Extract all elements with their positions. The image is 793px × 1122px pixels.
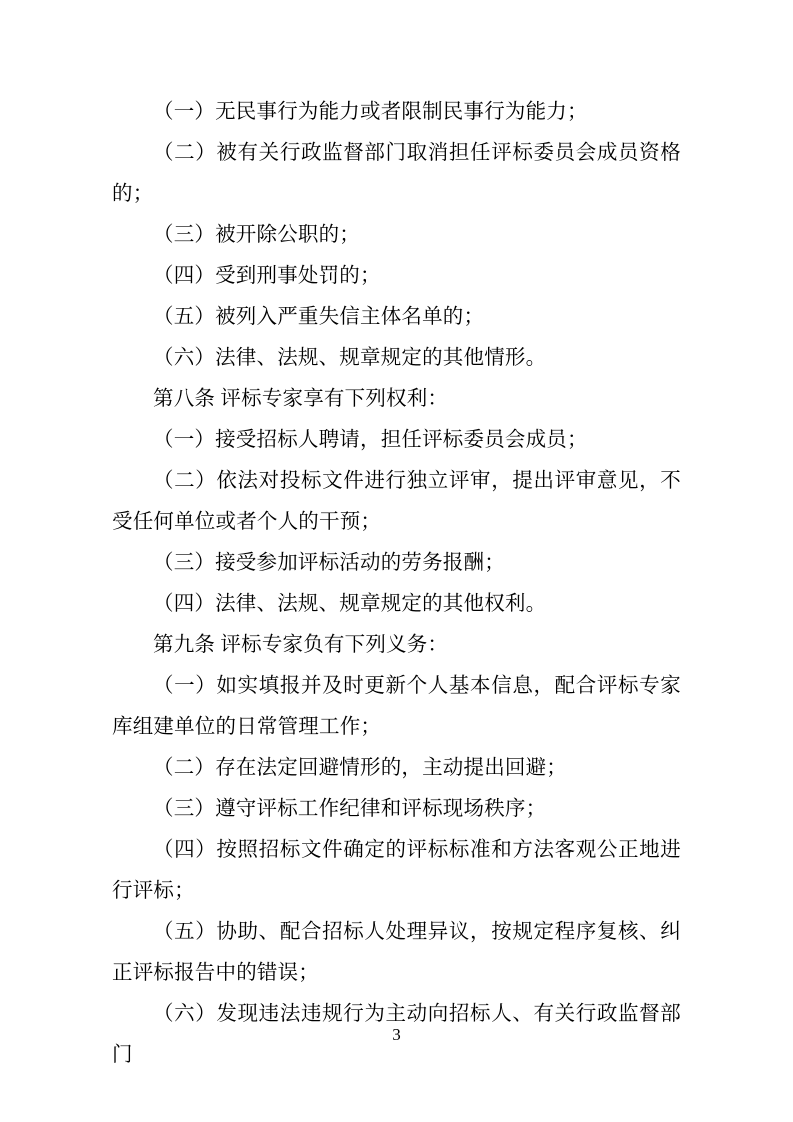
document-body: [112, 92, 681, 1076]
page-number: 3: [392, 1025, 401, 1044]
paragraph: （一）无民事行为能力或者限制民事行为能力；: [153, 101, 588, 123]
paragraph: （四）受到刑事处罚的；: [153, 265, 381, 287]
paragraph: （四）按照招标文件确定的评标标准和方法客观公正地进行评标；: [112, 839, 681, 902]
paragraph: 第九条 评标专家负有下列义务：: [153, 634, 449, 656]
paragraph: 第八条 评标专家享有下列权利：: [153, 388, 449, 410]
paragraph: （三）遵守评标工作纪律和评标现场秩序；: [153, 798, 547, 820]
paragraph: （三）被开除公职的；: [153, 224, 360, 246]
paragraph: （二）依法对投标文件进行独立评审，提出评审意见，不受任何单位或者个人的干预；: [112, 470, 681, 533]
paragraph: （二）被有关行政监督部门取消担任评标委员会成员资格的；: [112, 142, 681, 205]
paragraph: （五）协助、配合招标人处理异议，按规定程序复核、纠正评标报告中的错误；: [112, 921, 681, 984]
paragraph: （一）如实填报并及时更新个人基本信息，配合评标专家库组建单位的日常管理工作；: [112, 675, 681, 738]
paragraph: （五）被列入严重失信主体名单的；: [153, 306, 485, 328]
paragraph: （三）接受参加评标活动的劳务报酬；: [153, 552, 505, 574]
paragraph: （二）存在法定回避情形的，主动提出回避；: [153, 757, 567, 779]
paragraph: （六）发现违法违规行为主动向招标人、有关行政监督部门: [112, 1003, 681, 1066]
paragraph: （六）法律、法规、规章规定的其他情形。: [153, 347, 547, 369]
paragraph: （一）接受招标人聘请，担任评标委员会成员；: [153, 429, 588, 451]
paragraph: （四）法律、法规、规章规定的其他权利。: [153, 593, 547, 615]
